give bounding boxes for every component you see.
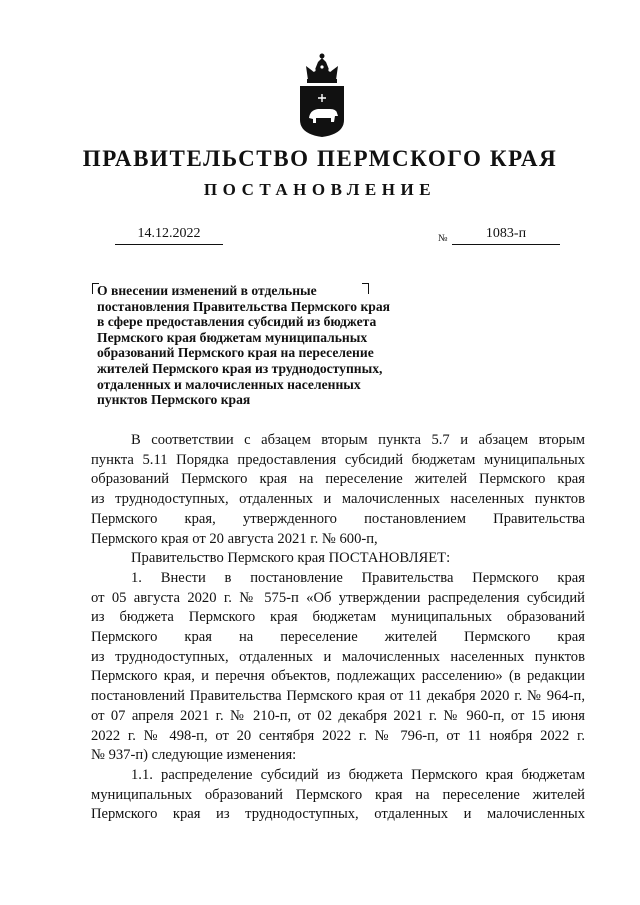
- subject-line: жителей Пермского края из труднодоступных,: [97, 360, 383, 376]
- body-line: 1. Внести в постановление Правительства Пермского края: [131, 569, 585, 586]
- body-line: пункта 5.11 Порядка предоставления субсидий бюджетам муниципальных: [91, 451, 585, 468]
- government-title: ПРАВИТЕЛЬСТВО ПЕРМСКОГО КРАЯ: [82, 146, 558, 171]
- subject-line: О внесении изменений в отдельные: [97, 283, 317, 298]
- body-line: Пермского края, утвержденного постановлением Правительства: [91, 510, 585, 527]
- subject-line: образований Пермского края на переселение: [97, 345, 374, 361]
- body-line: В соответствии с абзацем вторым пункта 5.7 и абзацем вторым: [131, 432, 585, 448]
- number-sign: №: [438, 233, 448, 244]
- document-number: 1083-п: [452, 226, 560, 245]
- subject-line: Пермского края бюджетам муниципальных: [97, 329, 368, 345]
- body-line: постановлений Правительства Пермского края от 11 декабря 2020 г. № 964-п,: [91, 688, 585, 705]
- subject-line: в сфере предоставления субсидий из бюджета: [97, 314, 377, 330]
- body-line: № 937-п) следующие изменения:: [91, 747, 297, 764]
- body-line: от 05 августа 2020 г. № 575-п «Об утверждении распределения субсидий: [91, 589, 585, 606]
- body-line: 2022 г. № 498-п, от 20 сентября 2022 г. № 796-п, от 11 ноября 2022 г.: [91, 727, 585, 744]
- body-line: Пермского края из труднодоступных, отдаленных и малочисленных: [91, 806, 585, 823]
- body-line: Правительство Пермского края ПОСТАНОВЛЯЕТ:: [131, 550, 451, 567]
- subject-line: пунктов Пермского края: [97, 392, 251, 408]
- document-type: ПОСТАНОВЛЕНИЕ: [203, 180, 437, 199]
- body-line: Пермского края на переселение жителей Пермского края: [91, 629, 585, 646]
- body-line: Пермского края, и перечня объектов, подлежащих расселению» (в редакции: [91, 668, 585, 685]
- document-body: [91, 431, 585, 825]
- body-line: из бюджета Пермского края бюджетам муниципальных образований: [91, 609, 585, 626]
- body-line: 1.1. распределение субсидий из бюджета Пермского края бюджетам: [131, 766, 585, 783]
- body-line: Пермского края от 20 августа 2021 г. № 600-п,: [91, 530, 378, 547]
- body-line: из труднодоступных, отдаленных и малочисленных населенных пунктов: [91, 491, 585, 508]
- body-line: образований Пермского края на переселение жителей Пермского края: [91, 471, 585, 488]
- document-date: 14.12.2022: [115, 226, 223, 245]
- coat-of-arms-icon: [296, 52, 348, 138]
- body-line: муниципальных образований Пермского края на переселение жителей: [91, 786, 585, 803]
- subject-line: постановления Правительства Пермского края: [97, 298, 390, 314]
- subject-line: отдаленных и малочисленных населенных: [97, 376, 361, 392]
- body-line: от 07 апреля 2021 г. № 210-п, от 02 декабря 2021 г. № 960-п, от 15 июня: [91, 707, 585, 724]
- body-line: из труднодоступных, отдаленных и малочисленных населенных пунктов: [91, 648, 585, 665]
- document-subject: [97, 283, 427, 408]
